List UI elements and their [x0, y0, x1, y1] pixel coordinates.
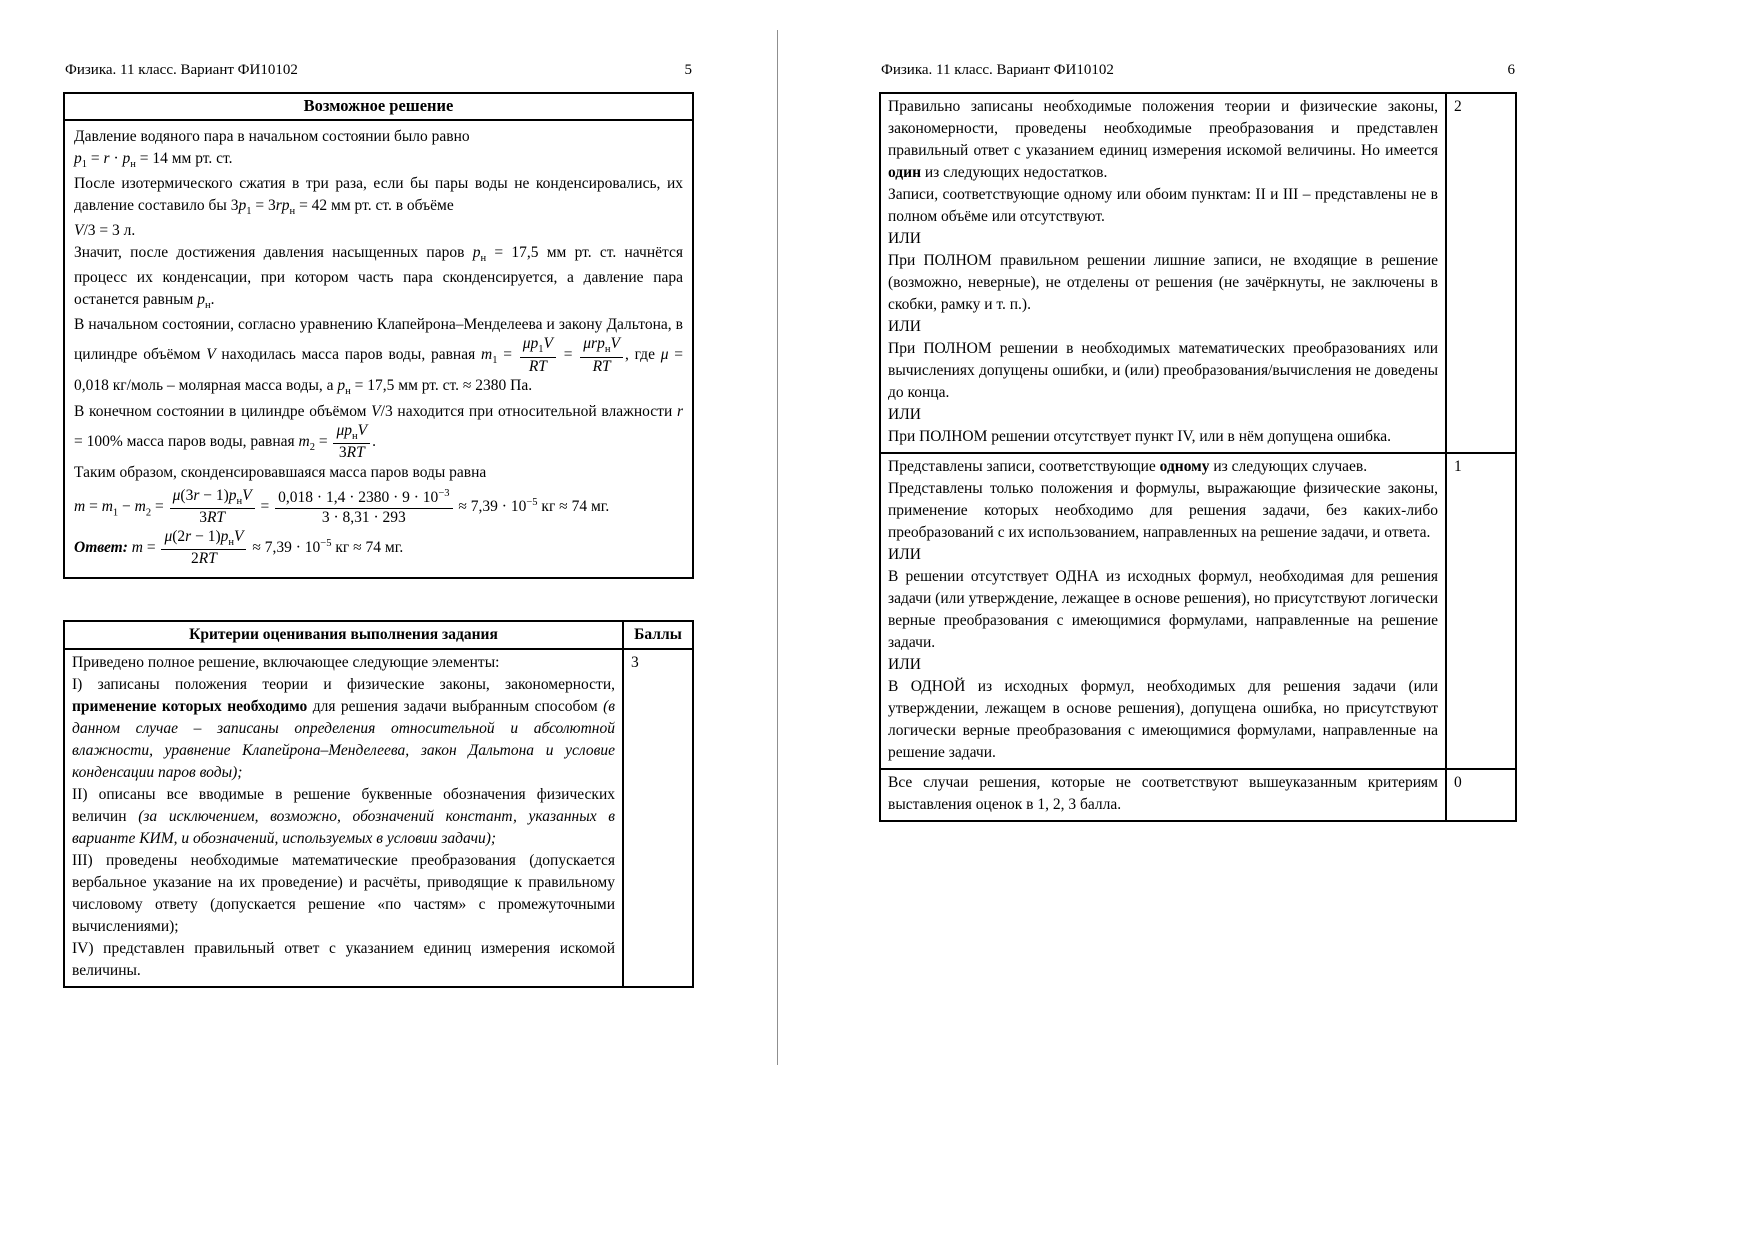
criteria-row-score-3 — [64, 649, 693, 987]
criteria-table-continued — [879, 92, 1517, 822]
page-header — [879, 62, 1517, 79]
criteria-paragraph — [888, 338, 1438, 404]
points-cell: 3 — [623, 649, 693, 987]
criteria-intro — [72, 652, 615, 674]
criteria-item-3 — [72, 850, 615, 938]
page-5 — [63, 62, 694, 988]
inline-formula: V/3 — [371, 402, 393, 420]
criteria-item-4 — [72, 938, 615, 982]
text-run: При ПОЛНОМ решении в необходимых математических преобразованиях или вычислениях допущены ошибки, и (или) преобразования/вычисления не доведены до конца. — [888, 340, 1438, 401]
text-run: масса паров воды, равная — [122, 432, 299, 450]
criteria-header-cell: Критерии оценивания выполнения задания — [64, 621, 623, 649]
or-separator — [888, 316, 1438, 338]
text-run: , где — [624, 346, 661, 364]
text-run: ИЛИ — [888, 230, 921, 247]
criteria-text-cell — [880, 93, 1446, 453]
criteria-paragraph — [888, 456, 1438, 478]
header-title: Физика. 11 класс. Вариант ФИ10102 — [65, 62, 298, 78]
solution-paragraph-4 — [74, 314, 683, 400]
text-run: В ОДНОЙ из исходных формул, необходимых для решения задачи (или утверждении, лежащем в основе решения), допущена ошибка, но присутствуют логически верные преобразования с имеющимися формулами, направленные на решение задачи. — [888, 678, 1438, 761]
solution-title: Возможное решение — [65, 94, 692, 121]
text-run: находится при относительной влажности — [392, 402, 677, 420]
solution-paragraph-5 — [74, 401, 683, 462]
inline-formula: μ = 0,018 кг/моль — [74, 346, 684, 395]
inline-formula: $m_2$ = $\frac{\mu p_нV}{3RT}$ . — [298, 421, 376, 462]
text-run: Записи, соответствующие одному или обоим пунктам: II и III – представлены не в полном объёме или отсутствуют. — [888, 186, 1438, 225]
inline-formula: $p_н$. — [197, 291, 215, 312]
inline-formula: $p_н = 17,5$ мм рт. ст. ≈ 2380 Па. — [337, 377, 533, 398]
criteria-text-cell — [880, 769, 1446, 821]
points-cell: 1 — [1446, 453, 1516, 769]
text-run: Правильно записаны необходимые положения теории и физические законы, закономерности, проведены необходимые преобразования и представлен правильный ответ с указанием единиц измерения искомой величины. Но имеется — [888, 98, 1438, 159]
text-run: I) записаны положения теории и физические законы, закономерности, — [72, 676, 615, 694]
text-run: В решении отсутствует ОДНА из исходных формул, необходимая для решения задачи (или утверждение, лежащее в основе решения), но присутствуют логически верные преобразования с имеющимися формулами, направленные на решение задачи. — [888, 568, 1438, 651]
text-run: ИЛИ — [888, 406, 921, 423]
criteria-paragraph — [888, 772, 1438, 816]
points-cell: 0 — [1446, 769, 1516, 821]
text-run: в объёме — [391, 197, 454, 215]
text-run: После изотермического сжатия в три раза, если бы пары воды не конденсировались, их давление составило бы — [74, 175, 683, 215]
criteria-paragraph — [888, 676, 1438, 764]
text-run: ИЛИ — [888, 318, 921, 335]
text-run: Давление водяного пара в начальном состоянии было равно — [74, 128, 470, 145]
inline-formula: V — [206, 346, 216, 364]
or-separator — [888, 228, 1438, 250]
bold-run: одному — [1159, 458, 1210, 475]
criteria-item-2 — [72, 784, 615, 850]
solution-paragraph-1 — [74, 126, 683, 173]
inline-formula: V/3 = 3 л. — [74, 222, 136, 240]
criteria-row-score-2 — [880, 93, 1516, 453]
solution-paragraph-3 — [74, 242, 683, 314]
page-number: 6 — [1507, 62, 1515, 78]
solution-paragraph-6 — [74, 462, 683, 484]
text-run: ИЛИ — [888, 546, 921, 563]
text-run: ИЛИ — [888, 656, 921, 673]
answer-paragraph — [74, 529, 683, 568]
inline-formula: $3p_1 = 3rp_н = 42$ мм рт. ст. — [230, 197, 392, 218]
bold-run: применение которых необходимо — [72, 698, 308, 716]
criteria-header-row — [64, 621, 693, 649]
text-run: из следующих случаев. — [1209, 458, 1368, 475]
points-header-cell: Баллы — [623, 621, 693, 649]
text-run: Приведено полное решение, включающее следующие элементы: — [72, 654, 500, 672]
text-run: Таким образом, сконденсировавшаяся масса паров воды равна — [74, 463, 487, 481]
inline-formula: $m_1$ = $\frac{\mu p_1V}{RT}$ = $\frac{\mu rp_нV}{RT}$ — [481, 346, 625, 363]
criteria-paragraph — [888, 184, 1438, 228]
text-run: III) проведены необходимые математические преобразования (допускается вербальное указание на их проведение) и расчёты, приводящие к правильному числовому ответу (допускается решение «по частям» с промежуточными вычислениями); — [72, 852, 615, 936]
criteria-paragraph — [888, 566, 1438, 654]
criteria-paragraph — [888, 250, 1438, 316]
text-run: Значит, после достижения давления насыщенных паров — [74, 244, 473, 262]
criteria-text-cell — [64, 649, 623, 987]
text-run: – молярная масса воды, а — [163, 377, 338, 395]
text-run: для решения задачи выбранным способом — [307, 698, 604, 716]
text-run: При ПОЛНОМ решении отсутствует пункт IV, или в нём допущена ошибка. — [888, 428, 1392, 445]
text-run: IV) представлен правильный ответ с указанием единиц измерения искомой величины. — [72, 940, 615, 980]
answer-label: Ответ: — [74, 539, 128, 557]
criteria-row-score-1 — [880, 453, 1516, 769]
text-run: находилась масса паров воды, равная — [215, 346, 481, 364]
text-run: В начальном состоянии, согласно уравнению Клапейрона–Менделеева и закону Дальтона, в цилиндре объёмом — [74, 316, 683, 364]
bold-run: один — [888, 164, 922, 181]
answer-formula: m = $\frac{\mu(2r - 1)p_нV}{2RT}$ ≈ $7,39 \cdot 10^{-5}$ кг ≈ 74 мг. — [131, 527, 404, 568]
criteria-row-score-0 — [880, 769, 1516, 821]
criteria-text-cell — [880, 453, 1446, 769]
text-run: из следующих недостатков. — [921, 164, 1108, 181]
text-run: Все случаи решения, которые не соответствуют вышеуказанным критериям выставления оценок в 1, 2, 3 балла. — [888, 774, 1438, 813]
criteria-paragraph — [888, 426, 1438, 448]
text-run: При ПОЛНОМ правильном решении лишние записи, не входящие в решение (возможно, неверные), не отделены от решения (не зачёркнуты, не заключены в скобки, рамку и т. п.). — [888, 252, 1438, 313]
text-run: II) описаны все вводимые в решение буквенные обозначения физических величин — [72, 786, 615, 826]
solution-paragraph-2 — [74, 173, 683, 242]
italic-run: (за исключением, возможно, обозначений констант, указанных в варианте КИМ, и обозначений, используемых в условии задачи); — [72, 808, 615, 848]
page-divider — [777, 30, 778, 1065]
page-6 — [879, 62, 1517, 822]
solution-box — [63, 92, 694, 579]
or-separator — [888, 404, 1438, 426]
page-header — [63, 62, 694, 79]
points-cell: 2 — [1446, 93, 1516, 453]
or-separator — [888, 654, 1438, 676]
text-run: В конечном состоянии в цилиндре объёмом — [74, 402, 372, 420]
text-run: Представлены записи, соответствующие — [888, 458, 1160, 475]
page-number: 5 — [684, 62, 692, 78]
criteria-table — [63, 620, 694, 988]
main-formula: $m = m_1 - m_2$ = $\frac{\mu(3r - 1)p_нV}{3RT}$ = $\frac{0,018 \cdot 1,4 \cdot 2380 \cdot 9 \cdot 10^{-3}}{3 \cdot 8,31 \cdot 293}$ ≈ $7,39 \cdot 10^{-5}$ кг ≈ 74 мг. — [74, 486, 610, 527]
criteria-paragraph — [888, 478, 1438, 544]
italic-run: (в данном случае – записаны определения относительной и абсолютной влажности, уравнение Клапейрона–Менделеева, закон Дальтона и условие конденсации паров воды); — [72, 698, 615, 782]
criteria-item-1 — [72, 674, 615, 784]
solution-body — [65, 121, 692, 577]
header-title: Физика. 11 класс. Вариант ФИ10102 — [881, 62, 1114, 78]
criteria-paragraph — [888, 96, 1438, 184]
inline-formula: $p_1 = r \cdot p_н = 14$ мм рт. ст. — [74, 150, 233, 171]
inline-formula: $p_н = 17,5$ мм рт. ст. — [472, 244, 617, 265]
text-run: Представлены только положения и формулы, выражающие физические законы, применение которых необходимо для решения задачи, без каких-либо преобразований с их использованием, направленных на решение задачи, и ответа. — [888, 480, 1438, 541]
or-separator — [888, 544, 1438, 566]
text-run: начнётся процесс их конденсации, при котором часть пара сконденсируется, а давление пара останется равным — [74, 244, 684, 309]
inline-formula: r = 100% — [74, 402, 683, 450]
